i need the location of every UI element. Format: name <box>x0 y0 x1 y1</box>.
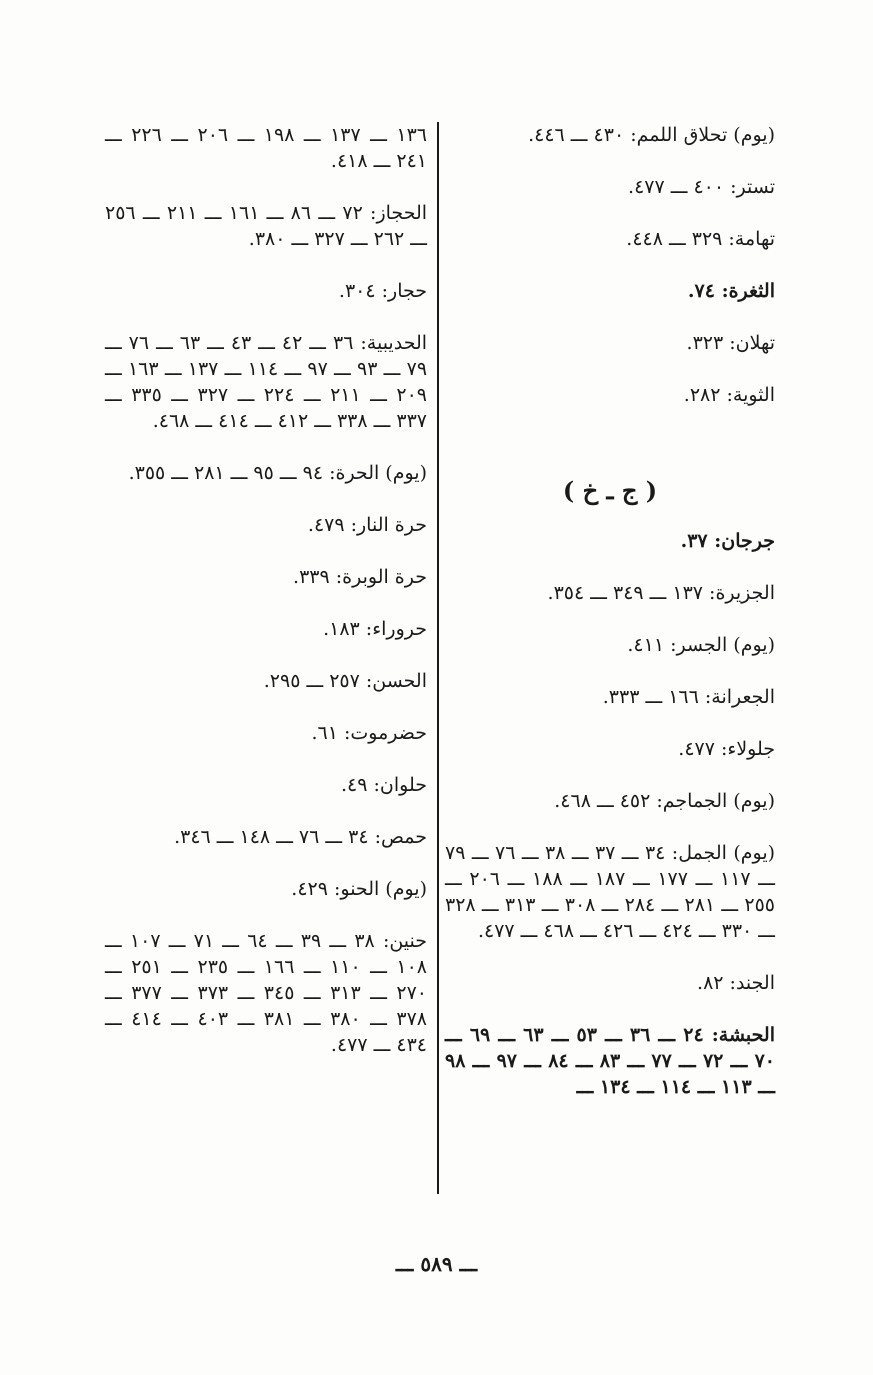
index-entry: حرة النار: ٤٧٩. <box>307 514 427 536</box>
index-entry: تهامة: ٣٢٩ ـــ ٤٤٨. <box>626 228 775 250</box>
index-entry: حروراء: ١٨٣. <box>323 618 427 640</box>
column-divider <box>437 122 439 1194</box>
index-entry: الحديبية: ٣٦ ـــ ٤٢ ـــ ٤٣ ـــ ٦٣ ـــ ٧٦ ـــ ٧٩ ـــ ٩٣ ـــ ٩٧ ـــ ١١٤ ـــ ١٣٧ ـــ ١٦٣ ـــ ٢٠٩ ـــ ٢١١ ـــ ٢٢٤ ـــ ٣٢٧ ـــ ٣٣٥ ـــ ٣٣٧ ـــ ٣٣٨ ـــ ٤١٢ ـــ ٤١٤ ـــ ٤٦٨. <box>105 332 428 432</box>
index-entry: (يوم) الحرة: ٩٤ ـــ ٩٥ ـــ ٢٨١ ـــ ٣٥٥. <box>128 462 427 484</box>
index-entry: (يوم) الجمل: ٣٤ ـــ ٣٧ ـــ ٣٨ ـــ ٧٦ ـــ ٧٩ ـــ ١١٧ ـــ ١٧٧ ـــ ١٨٧ ـــ ١٨٨ ـــ ٢٠٦ ـــ ٢٥٥ ـــ ٢٨١ ـــ ٢٨٤ ـــ ٣٠٨ ـــ ٣١٣ ـــ ٣٢٨ ـــ ٣٣٠ ـــ ٤٢٤ ـــ ٤٢٦ ـــ ٤٦٨ ـــ ٤٧٧. <box>445 842 776 942</box>
index-entry: حمص: ٣٤ ـــ ٧٦ ـــ ١٤٨ ـــ ٣٤٦. <box>174 826 427 848</box>
index-entry: (يوم) الحنو: ٤٢٩. <box>291 878 427 900</box>
right-column <box>445 122 775 1100</box>
index-entry: الحسن: ٢٥٧ ـــ ٢٩٥. <box>263 670 427 692</box>
index-entry: تستر: ٤٠٠ ـــ ٤٧٧. <box>628 176 775 198</box>
left-column <box>105 122 427 1058</box>
index-entry: الجزيرة: ١٣٧ ـــ ٣٤٩ ـــ ٣٥٤. <box>547 582 775 604</box>
index-entry: جلولاء: ٤٧٧. <box>678 738 775 760</box>
index-entry: حرة الوبرة: ٣٣٩. <box>293 566 427 588</box>
index-entry: جرجان: ٣٧. <box>680 530 775 552</box>
index-entry: حجار: ٣٠٤. <box>338 280 427 302</box>
index-entry: حنين: ٣٨ ـــ ٣٩ ـــ ٦٤ ـــ ٧١ ـــ ١٠٧ ـــ ١٠٨ ـــ ١١٠ ـــ ١٦٦ ـــ ٢٣٥ ـــ ٢٥١ ـــ ٢٧٠ ـــ ٣١٣ ـــ ٣٤٥ ـــ ٣٧٣ ـــ ٣٧٧ ـــ ٣٧٨ ـــ ٣٨٠ ـــ ٣٨١ ـــ ٤٠٣ ـــ ٤١٤ ـــ ٤٣٤ ـــ ٤٧٧. <box>105 930 428 1056</box>
section-heading: ( ج ـ خ ) <box>562 476 658 505</box>
index-entry: حلوان: ٤٩. <box>341 774 427 796</box>
index-entry: الحبشة: ٢٤ ـــ ٣٦ ـــ ٥٣ ـــ ٦٣ ـــ ٦٩ ـــ ٧٠ ـــ ٧٢ ـــ ٧٧ ـــ ٨٣ ـــ ٨٤ ـــ ٩٧ ـــ ٩٨ ـــ ١١٣ ـــ ١١٤ ـــ ١٣٤ ـــ <box>445 1024 775 1098</box>
index-entry: (يوم) تحلاق اللمم: ٤٣٠ ـــ ٤٤٦. <box>528 124 775 146</box>
index-entry: الثوية: ٢٨٢. <box>683 384 775 406</box>
index-entry: الجعرانة: ١٦٦ ـــ ٣٣٣. <box>602 686 775 708</box>
index-entry: الجند: ٨٢. <box>697 972 775 994</box>
index-entry: (يوم) الجماجم: ٤٥٢ ـــ ٤٦٨. <box>554 790 775 812</box>
index-entry: ١٣٦ ـــ ١٣٧ ـــ ١٩٨ ـــ ٢٠٦ ـــ ٢٢٦ ـــ ٢٤١ ـــ ٤١٨. <box>105 124 427 172</box>
index-entry: الحجاز: ٧٢ ـــ ٨٦ ـــ ١٦١ ـــ ٢١١ ـــ ٢٥٦ ـــ ٢٦٢ ـــ ٣٢٧ ـــ ٣٨٠. <box>105 202 428 250</box>
index-entry: تهلان: ٣٢٣. <box>686 332 775 354</box>
index-entry: الثغرة: ٧٤. <box>687 280 775 302</box>
page-number: ـــ ٥٨٩ ـــ <box>395 1252 478 1276</box>
index-entry: حضرموت: ٦١. <box>311 722 427 744</box>
index-entry: (يوم) الجسر: ٤١١. <box>627 634 775 656</box>
